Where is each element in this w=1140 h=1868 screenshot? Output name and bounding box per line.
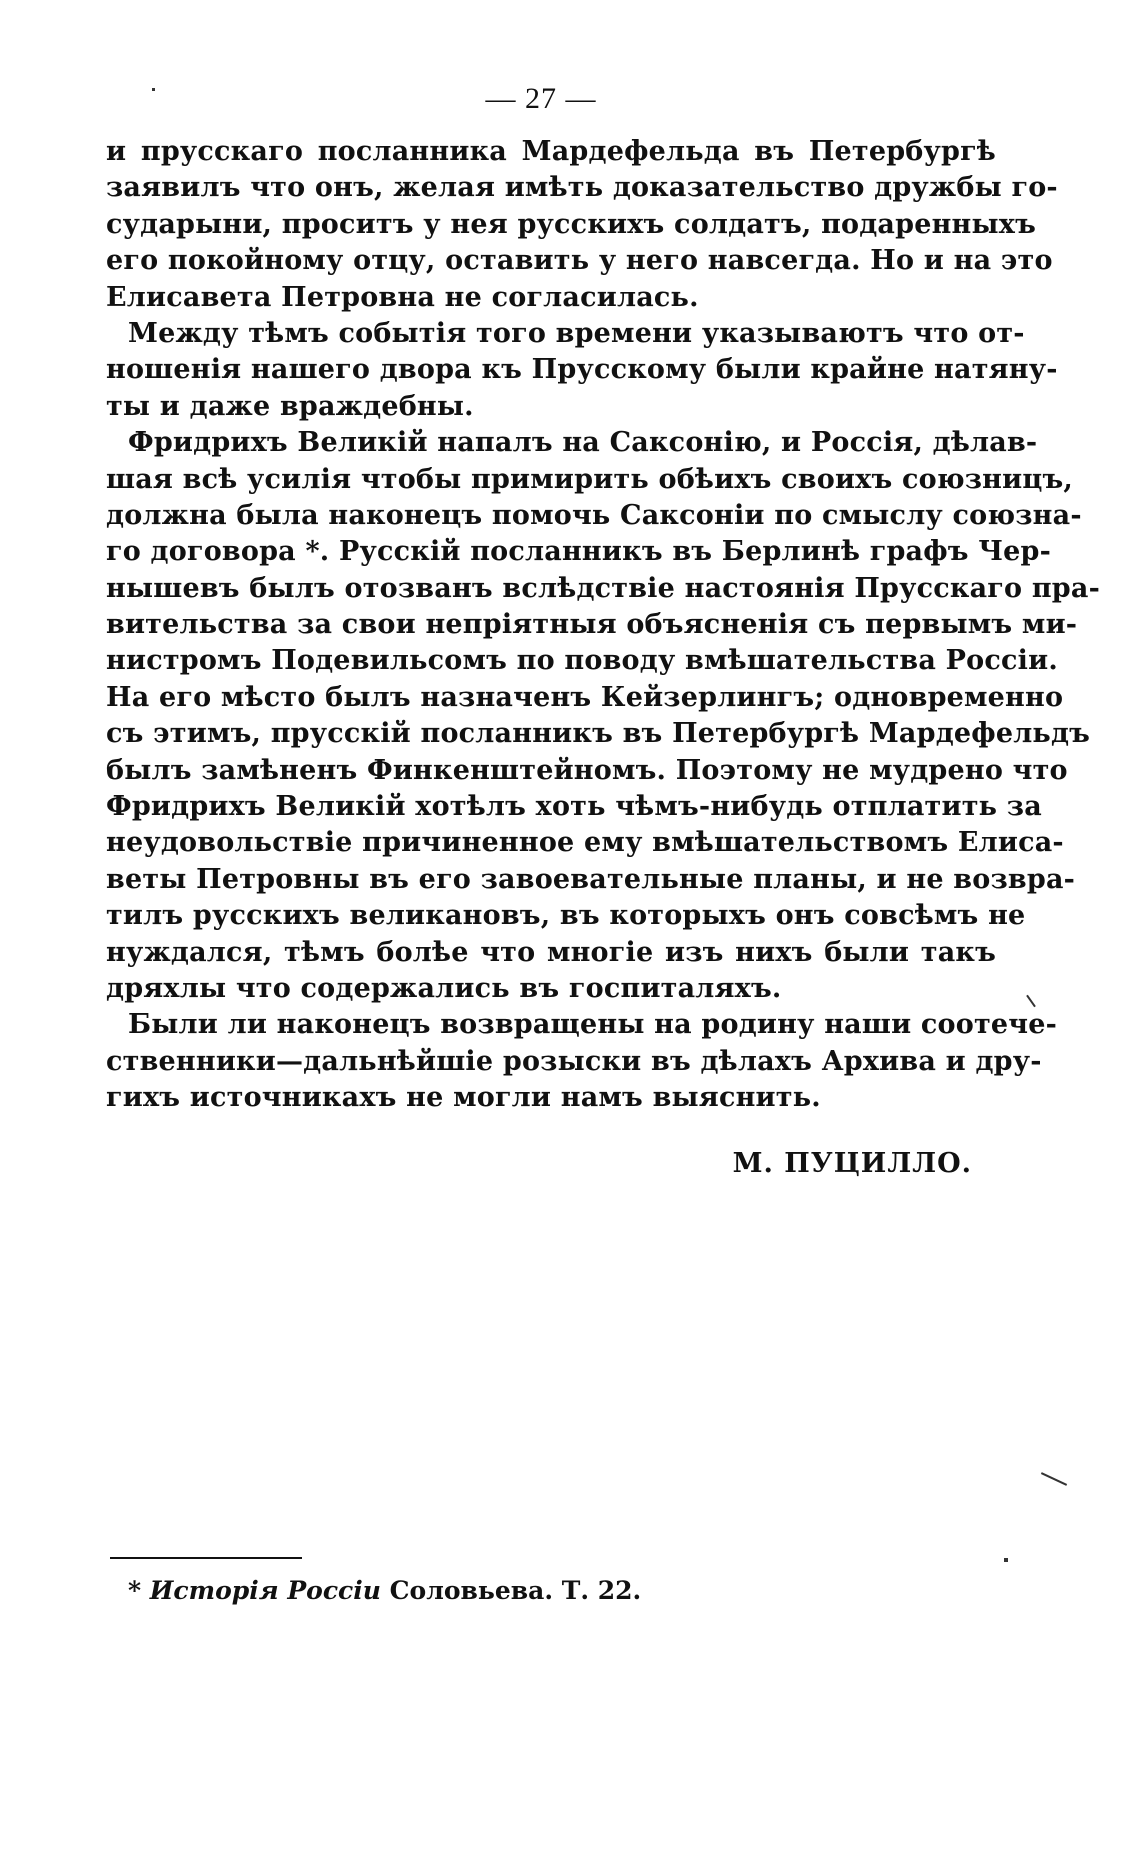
page-number: — 27 — <box>485 82 597 115</box>
text-line: заявилъ что онъ, желая имѣть доказательство дружбы го- <box>106 172 1058 204</box>
scan-speck <box>1041 1472 1067 1486</box>
text-line: ты и даже враждебны. <box>106 390 474 422</box>
text-line: былъ замѣненъ Финкенштейномъ. Поэтому не мудрено что <box>106 754 1068 786</box>
footnote-divider <box>110 1557 302 1559</box>
scan-speck <box>1004 1558 1008 1562</box>
text-line: неудовольствіе причиненное ему вмѣшательствомъ Елиса- <box>106 827 1064 859</box>
text-line: Были ли наконецъ возвращены на родину наши соотече- <box>128 1009 1058 1041</box>
text-line: нышевъ былъ отозванъ вслѣдствіе настоянія Прусскаго пра- <box>106 572 1100 604</box>
text-line: его покойному отцу, оставить у него навсегда. Но и на это <box>106 245 1053 277</box>
text-line: вительства за свои непріятныя объясненія съ первымъ ми- <box>106 609 1078 641</box>
text-line: шая всѣ усилія чтобы примирить обѣихъ своихъ союзницъ, <box>106 463 1074 495</box>
text-line: На его мѣсто былъ назначенъ Кейзерлингъ; одновременно <box>106 681 1064 713</box>
text-line: гихъ источникахъ не могли намъ выяснить. <box>106 1082 821 1114</box>
footnote-source-title: Исторія Россіи <box>149 1576 381 1605</box>
footnote-marker: * <box>128 1576 142 1605</box>
text-line: го договора *. Русскій посланникъ въ Берлинѣ графъ Чер- <box>106 536 1052 568</box>
scan-speck <box>1026 995 1036 1008</box>
text-line: должна была наконецъ помочь Саксоніи по смыслу союзна- <box>106 499 1082 531</box>
text-line: дряхлы что содержались въ госпиталяхъ. <box>106 972 782 1004</box>
author-signature: М. ПУЦИЛЛО. <box>732 1148 972 1179</box>
text-line: Фридрихъ Великій напалъ на Саксонію, и Россія, дѣлав- <box>128 427 1038 459</box>
text-line: съ этимъ, прусскій посланникъ въ Петербургѣ Мардефельдъ <box>106 718 1091 750</box>
text-line: нистромъ Подевильсомъ по поводу вмѣшательства Россіи. <box>106 645 1058 677</box>
text-line: и прусскаго посланника Мардефельда въ Петербургѣ <box>106 136 996 167</box>
footnote-source-rest: Соловьева. Т. 22. <box>389 1576 642 1605</box>
scan-speck <box>152 88 155 91</box>
text-line: нуждался, тѣмъ болѣе что многіе изъ нихъ были такъ <box>106 936 996 968</box>
text-line: ношенія нашего двора къ Прусскому были крайне натяну- <box>106 354 1058 386</box>
text-line: Елисавета Петровна не согласилась. <box>106 281 699 313</box>
body-text <box>106 134 1100 1117</box>
text-line: сударыни, проситъ у нея русскихъ солдатъ, подаренныхъ <box>106 208 1036 240</box>
text-line: Между тѣмъ событія того времени указываютъ что от- <box>128 317 1025 349</box>
text-line: Фридрихъ Великій хотѣлъ хоть чѣмъ-нибудь отплатить за <box>106 791 1042 823</box>
text-line: веты Петровны въ его завоевательные планы, и не возвра- <box>106 863 1076 895</box>
text-line: тилъ русскихъ великановъ, въ которыхъ онъ совсѣмъ не <box>106 900 1026 932</box>
text-line: ственники—дальнѣйшіе розыски въ дѣлахъ Архива и дру- <box>106 1045 1042 1077</box>
footnote <box>128 1576 641 1605</box>
